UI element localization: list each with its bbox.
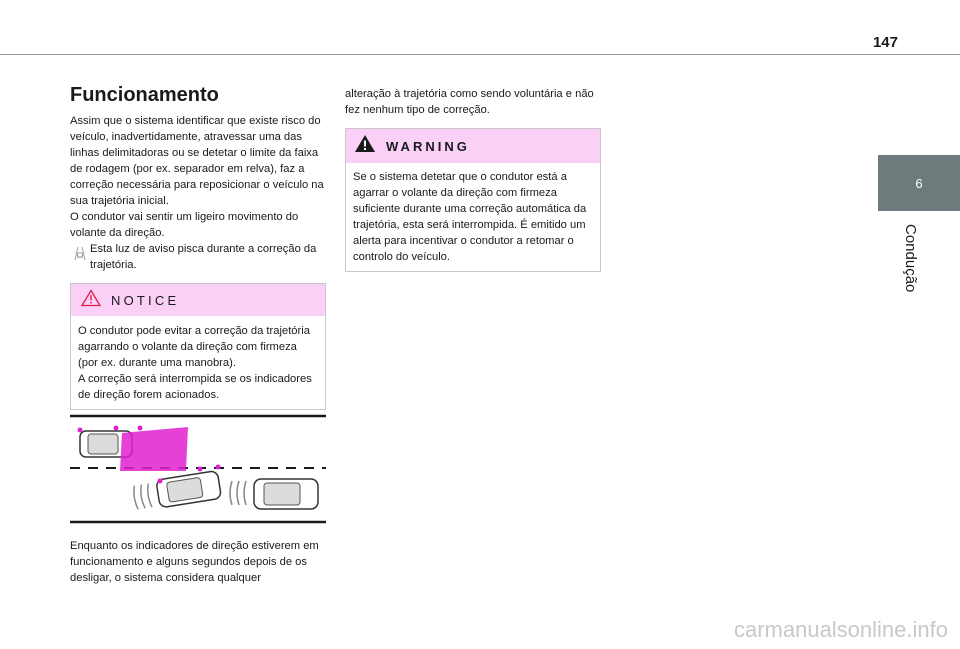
chapter-tab[interactable]	[878, 155, 960, 211]
notice-body	[71, 316, 325, 409]
section-title: Funcionamento	[70, 84, 219, 106]
notice-title: NOTICE	[111, 292, 180, 308]
page-number: 147	[872, 34, 898, 51]
warning-box	[345, 128, 601, 272]
chapter-number: 6	[915, 175, 923, 191]
watermark: carmanualsonline.info	[733, 617, 948, 642]
warning-header	[346, 129, 600, 163]
right-column	[345, 86, 601, 272]
warning-triangle-icon	[81, 289, 101, 312]
notice-text-1: O condutor pode evitar a correção da trajetória agarrando o volante da direção com firmeza (por ex. durante uma manobra).	[78, 325, 310, 369]
warning-triangle-icon	[354, 134, 376, 158]
continuation-paragraph: alteração à trajetória como sendo voluntária e não fez nenhum tipo de correção.	[345, 88, 594, 116]
feel-paragraph: O condutor vai sentir um ligeiro movimento do volante da direção.	[70, 211, 299, 239]
notice-text-2: A correção será interrompida se os indicadores de direção forem acionados.	[78, 373, 312, 401]
intro-paragraph: Assim que o sistema identificar que existe risco do veículo, inadvertidamente, atravessar uma das linhas delimitadoras ou se detetar o limite da faixa de rodagem (por ex. separador em relva), faz a correção necessária para reposicionar o veículo na sua trajetória inicial.	[70, 115, 324, 207]
indicator-text: Esta luz de aviso pisca durante a correção da trajetória.	[90, 243, 317, 271]
indicator-note	[70, 241, 326, 273]
left-column	[70, 84, 326, 410]
car-icon	[254, 479, 318, 509]
notice-header	[71, 284, 325, 316]
car-icon	[156, 471, 222, 508]
lane-correction-illustration	[70, 413, 326, 525]
illustration-caption: Enquanto os indicadores de direção estiverem em funcionamento e alguns segundos depois de os desligar, o sistema considera qualquer	[70, 540, 319, 584]
warning-body: Se o sistema detetar que o condutor está a agarrar o volante da direção com firmeza suficiente durante uma correção automática da trajetória, esta será interrompida. É emitido um alerta para incentivar o condutor a retomar o controlo do veículo.	[353, 171, 587, 263]
warning-title: WARNING	[386, 138, 470, 154]
notice-box	[70, 283, 326, 410]
highlight-zone	[120, 427, 188, 471]
header-divider	[0, 54, 960, 55]
chapter-label: Condução	[902, 224, 919, 293]
lane-departure-icon	[72, 245, 88, 266]
